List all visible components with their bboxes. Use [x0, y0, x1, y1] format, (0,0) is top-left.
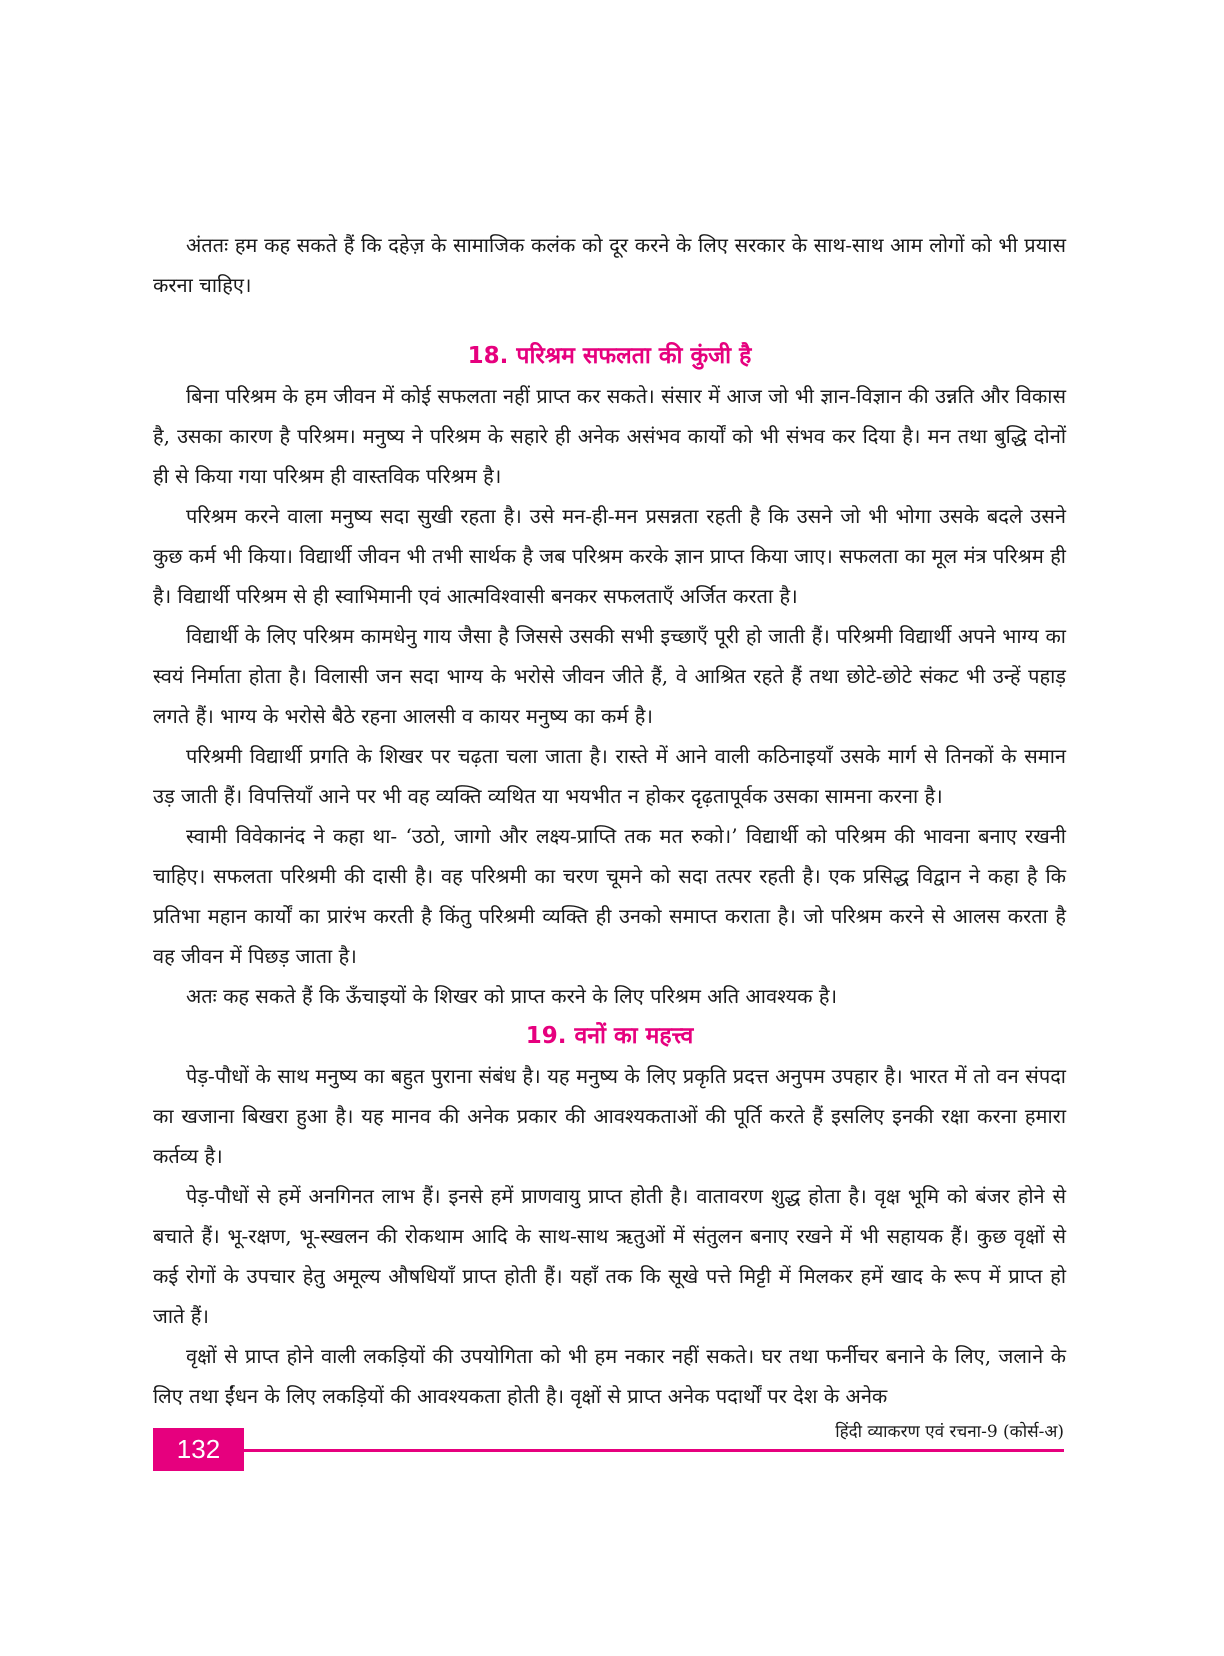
section-19-paragraph-2: पेड़-पौधों से हमें अनगिनत लाभ हैं। इनसे हमें प्राणवायु प्राप्त होती है। वातावरण शुद्ध होता है। वृक्ष भूमि को बंजर होने से बचाते हैं। भू-रक्षण, भू-स्खलन की रोकथाम आदि के साथ-साथ ऋतुओं में संतुलन बनाए रखने में भी सहायक हैं। कुछ वृक्षों से कई रोगों के उपचार हेतु अमूल्य औषधियाँ प्राप्त होती हैं। यहाँ तक कि सूखे पत्ते मिट्टी में मिलकर हमें खाद के रूप में प्राप्त हो जाते हैं। — [153, 1184, 1066, 1328]
footer-book-title: हिंदी व्याकरण एवं रचना-9 (कोर्स-अ) — [835, 1422, 1064, 1442]
section-18-heading: 18. परिश्रम सफलता की कुंजी है — [467, 343, 752, 369]
page-number-badge: 132 — [153, 1428, 244, 1471]
section-18-paragraph-6: अतः कह सकते हैं कि ऊँचाइयों के शिखर को प्राप्त करने के लिए परिश्रम अति आवश्यक है। — [186, 984, 838, 1008]
footer-divider — [153, 1449, 1064, 1452]
section-18-paragraph-5: स्वामी विवेकानंद ने कहा था- ‘उठो, जागो और लक्ष्य-प्राप्ति तक मत रुको।’ विद्यार्थी को परिश्रम की भावना बनाए रखनी चाहिए। सफलता परिश्रमी की दासी है। वह परिश्रमी का चरण चूमने को सदा तत्पर रहती है। एक प्रसिद्ध विद्वान ने कहा है कि प्रतिभा महान कार्यों का प्रारंभ करती है किंतु परिश्रमी व्यक्ति ही उनको समाप्त कराता है। जो परिश्रम करने से आलस करता है वह जीवन में पिछड़ जाता है। — [153, 824, 1066, 968]
section-19-heading: 19. वनों का महत्त्व — [525, 1023, 694, 1049]
section-19-paragraph-3: वृक्षों से प्राप्त होने वाली लकड़ियों की उपयोगिता को भी हम नकार नहीं सकते। घर तथा फर्नीचर बनाने के लिए, जलाने के लिए तथा ईंधन के लिए लकड़ियों की आवश्यकता होती है। वृक्षों से प्राप्त अनेक पदार्थों पर देश के अनेक — [153, 1344, 1066, 1408]
section-18-paragraph-4: परिश्रमी विद्यार्थी प्रगति के शिखर पर चढ़ता चला जाता है। रास्ते में आने वाली कठिनाइयाँ उसके मार्ग से तिनकों के समान उड़ जाती हैं। विपत्तियाँ आने पर भी वह व्यक्ति व्यथित या भयभीत न होकर दृढ़तापूर्वक उसका सामना करना है। — [153, 744, 1066, 808]
page-body — [153, 225, 1066, 1416]
section-19-paragraph-1: पेड़-पौधों के साथ मनुष्य का बहुत पुराना संबंध है। यह मनुष्य के लिए प्रकृति प्रदत्त अनुपम उपहार है। भारत में तो वन संपदा का खजाना बिखरा हुआ है। यह मानव की अनेक प्रकार की आवश्यकताओं की पूर्ति करते हैं इसलिए इनकी रक्षा करना हमारा कर्तव्य है। — [153, 1064, 1066, 1168]
section-18-paragraph-1: बिना परिश्रम के हम जीवन में कोई सफलता नहीं प्राप्त कर सकते। संसार में आज जो भी ज्ञान-विज्ञान की उन्नति और विकास है, उसका कारण है परिश्रम। मनुष्य ने परिश्रम के सहारे ही अनेक असंभव कार्यों को भी संभव कर दिया है। मन तथा बुद्धि दोनों ही से किया गया परिश्रम ही वास्तविक परिश्रम है। — [153, 384, 1066, 488]
section-18-paragraph-3: विद्यार्थी के लिए परिश्रम कामधेनु गाय जैसा है जिससे उसकी सभी इच्छाएँ पूरी हो जाती हैं। परिश्रमी विद्यार्थी अपने भाग्य का स्वयं निर्माता होता है। विलासी जन सदा भाग्य के भरोसे जीवन जीते हैं, वे आश्रित रहते हैं तथा छोटे-छोटे संकट भी उन्हें पहाड़ लगते हैं। भाग्य के भरोसे बैठे रहना आलसी व कायर मनुष्य का कर्म है। — [153, 624, 1066, 728]
section-18-paragraph-2: परिश्रम करने वाला मनुष्य सदा सुखी रहता है। उसे मन-ही-मन प्रसन्नता रहती है कि उसने जो भी भोगा उसके बदले उसने कुछ कर्म भी किया। विद्यार्थी जीवन भी तभी सार्थक है जब परिश्रम करके ज्ञान प्राप्त किया जाए। सफलता का मूल मंत्र परिश्रम ही है। विद्यार्थी परिश्रम से ही स्वाभिमानी एवं आत्मविश्वासी बनकर सफलताएँ अर्जित करता है। — [153, 504, 1066, 608]
intro-paragraph: अंततः हम कह सकते हैं कि दहेज़ के सामाजिक कलंक को दूर करने के लिए सरकार के साथ-साथ आम लोगों को भी प्रयास करना चाहिए। — [153, 233, 1066, 297]
